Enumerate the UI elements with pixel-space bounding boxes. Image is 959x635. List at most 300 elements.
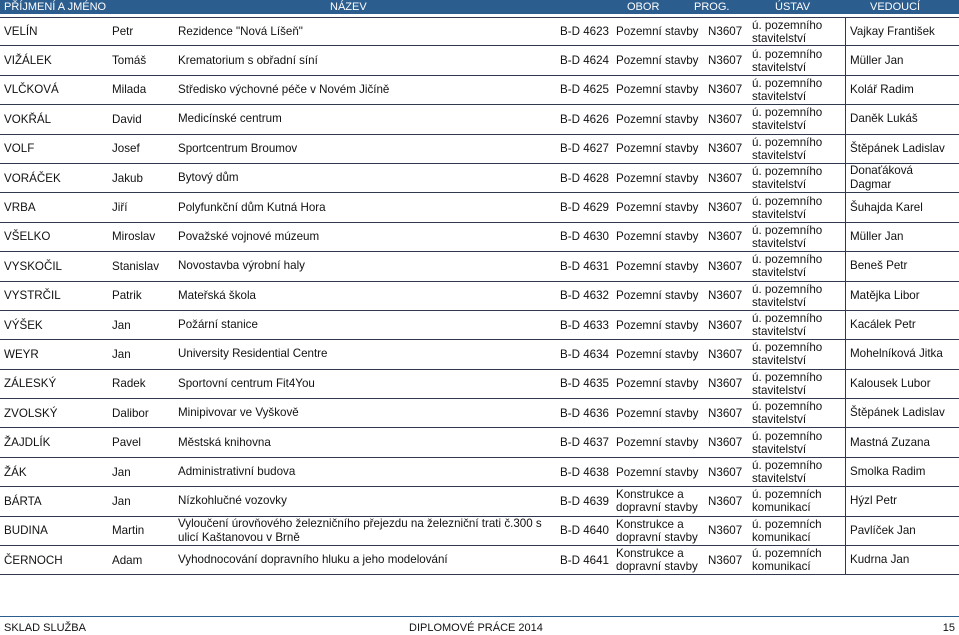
field-cell-text: Pozemní stavby bbox=[616, 377, 699, 391]
department-cell-text: ú. pozemního stavitelství bbox=[752, 223, 823, 250]
first-name-cell-text: Patrik bbox=[112, 289, 142, 303]
field-cell-text: Pozemní stavby bbox=[616, 83, 699, 97]
program-cell-text: N3607 bbox=[708, 171, 743, 185]
supervisor-cell-text: Štěpánek Ladislav bbox=[850, 406, 945, 420]
last-name-cell-text: ZVOLSKÝ bbox=[4, 406, 58, 420]
field-cell bbox=[616, 340, 706, 368]
thesis-title-cell-text: Mateřská škola bbox=[178, 288, 256, 302]
first-name-cell bbox=[112, 105, 174, 133]
first-name-cell bbox=[112, 428, 174, 456]
field-cell bbox=[616, 282, 706, 310]
department-cell bbox=[752, 46, 842, 74]
first-name-cell bbox=[112, 546, 174, 574]
last-name-cell bbox=[4, 164, 108, 192]
department-cell-text: ú. pozemního stavitelství bbox=[752, 106, 823, 133]
thesis-title-cell bbox=[178, 311, 556, 339]
last-name-cell-text: VRBA bbox=[4, 201, 36, 215]
first-name-cell-text: Jiří bbox=[112, 201, 128, 215]
program-cell bbox=[708, 252, 748, 280]
last-name-cell bbox=[4, 18, 108, 45]
page-footer bbox=[0, 622, 959, 635]
field-cell-text: Pozemní stavby bbox=[616, 347, 699, 361]
department-cell-text: ú. pozemního stavitelství bbox=[752, 341, 823, 368]
last-name-cell bbox=[4, 223, 108, 251]
first-name-cell-text: Jakub bbox=[112, 171, 143, 185]
col-prog-header: PROG. bbox=[694, 1, 730, 13]
thesis-code-cell bbox=[560, 311, 614, 339]
field-cell bbox=[616, 458, 706, 486]
program-cell bbox=[708, 193, 748, 221]
field-cell bbox=[616, 252, 706, 280]
last-name-cell bbox=[4, 135, 108, 163]
thesis-title-cell-text: Rezidence "Nová Líšeň" bbox=[178, 24, 303, 38]
department-cell-text: ú. pozemního stavitelství bbox=[752, 47, 823, 74]
department-cell bbox=[752, 282, 842, 310]
department-cell-text: ú. pozemního stavitelství bbox=[752, 400, 823, 427]
thesis-code-cell bbox=[560, 105, 614, 133]
supervisor-cell-text: Šuhajda Karel bbox=[850, 200, 923, 214]
last-name-cell-text: ZÁLESKÝ bbox=[4, 377, 57, 391]
department-cell-text: ú. pozemních komunikací bbox=[752, 488, 822, 515]
supervisor-cell bbox=[845, 340, 957, 368]
field-cell-text: Pozemní stavby bbox=[616, 259, 699, 273]
last-name-cell-text: VIŽÁLEK bbox=[4, 54, 52, 68]
thesis-title-cell-text: Požární stanice bbox=[178, 318, 258, 332]
thesis-code-cell bbox=[560, 223, 614, 251]
supervisor-cell bbox=[845, 252, 957, 280]
table-row bbox=[0, 135, 959, 164]
thesis-title-cell bbox=[178, 105, 556, 133]
department-cell-text: ú. pozemního stavitelství bbox=[752, 76, 823, 103]
supervisor-cell-text: Vajkay František bbox=[850, 24, 935, 38]
thesis-title-cell bbox=[178, 193, 556, 221]
program-cell-text: N3607 bbox=[708, 83, 743, 97]
last-name-cell bbox=[4, 487, 108, 515]
first-name-cell bbox=[112, 252, 174, 280]
field-cell bbox=[616, 546, 706, 574]
supervisor-cell bbox=[845, 487, 957, 515]
thesis-title-cell-text: Bytový dům bbox=[178, 171, 239, 185]
program-cell bbox=[708, 164, 748, 192]
supervisor-cell-text: Kacálek Petr bbox=[850, 318, 916, 332]
department-cell-text: ú. pozemních komunikací bbox=[752, 517, 822, 544]
first-name-cell-text: Jan bbox=[112, 318, 131, 332]
supervisor-cell bbox=[845, 18, 957, 45]
field-cell-text: Pozemní stavby bbox=[616, 465, 699, 479]
department-cell bbox=[752, 223, 842, 251]
program-cell-text: N3607 bbox=[708, 142, 743, 156]
first-name-cell bbox=[112, 164, 174, 192]
thesis-code-cell-text: B-D 4626 bbox=[560, 112, 609, 126]
field-cell-text: Pozemní stavby bbox=[616, 54, 699, 68]
program-cell-text: N3607 bbox=[708, 553, 743, 567]
field-cell bbox=[616, 311, 706, 339]
thesis-code-cell bbox=[560, 399, 614, 427]
table-row bbox=[0, 428, 959, 457]
footer-left: SKLAD SLUŽBA bbox=[4, 622, 86, 634]
last-name-cell bbox=[4, 399, 108, 427]
last-name-cell-text: VŠELKO bbox=[4, 230, 51, 244]
supervisor-cell bbox=[845, 76, 957, 104]
thesis-title-cell-text: Administrativní budova bbox=[178, 465, 296, 479]
thesis-code-cell-text: B-D 4634 bbox=[560, 347, 609, 361]
program-cell-text: N3607 bbox=[708, 25, 743, 39]
department-cell bbox=[752, 428, 842, 456]
department-cell-text: ú. pozemního stavitelství bbox=[752, 370, 823, 397]
department-cell-text: ú. pozemního stavitelství bbox=[752, 459, 823, 486]
table-row bbox=[0, 399, 959, 428]
thesis-code-cell-text: B-D 4639 bbox=[560, 494, 609, 508]
program-cell-text: N3607 bbox=[708, 230, 743, 244]
program-cell-text: N3607 bbox=[708, 347, 743, 361]
program-cell-text: N3607 bbox=[708, 112, 743, 126]
department-cell bbox=[752, 105, 842, 133]
department-cell-text: ú. pozemního stavitelství bbox=[752, 194, 823, 221]
first-name-cell-text: Martin bbox=[112, 524, 145, 538]
first-name-cell bbox=[112, 18, 174, 45]
thesis-title-cell bbox=[178, 223, 556, 251]
last-name-cell-text: BUDINA bbox=[4, 524, 48, 538]
thesis-title-cell bbox=[178, 517, 556, 545]
thesis-code-cell-text: B-D 4630 bbox=[560, 230, 609, 244]
last-name-cell-text: ŽÁK bbox=[4, 465, 27, 479]
supervisor-cell bbox=[845, 428, 957, 456]
thesis-title-cell-text: Krematorium s obřadní síní bbox=[178, 53, 318, 67]
thesis-title-cell bbox=[178, 282, 556, 310]
thesis-code-cell-text: B-D 4631 bbox=[560, 259, 609, 273]
last-name-cell bbox=[4, 370, 108, 398]
supervisor-cell-text: Mohelníková Jitka bbox=[850, 347, 943, 361]
supervisor-cell-text: Müller Jan bbox=[850, 229, 904, 243]
program-cell bbox=[708, 311, 748, 339]
thesis-title-cell bbox=[178, 428, 556, 456]
department-cell-text: ú. pozemního stavitelství bbox=[752, 135, 823, 162]
thesis-title-cell bbox=[178, 370, 556, 398]
program-cell-text: N3607 bbox=[708, 494, 743, 508]
last-name-cell-text: ŽAJDLÍK bbox=[4, 436, 51, 450]
first-name-cell-text: Tomáš bbox=[112, 54, 147, 68]
last-name-cell-text: WEYR bbox=[4, 347, 39, 361]
program-cell bbox=[708, 370, 748, 398]
thesis-code-cell bbox=[560, 340, 614, 368]
field-cell-text: Pozemní stavby bbox=[616, 112, 699, 126]
thesis-title-cell bbox=[178, 546, 556, 574]
table-row bbox=[0, 105, 959, 134]
supervisor-cell-text: Matějka Libor bbox=[850, 288, 920, 302]
field-cell-text: Pozemní stavby bbox=[616, 230, 699, 244]
first-name-cell-text: Jan bbox=[112, 465, 131, 479]
department-cell bbox=[752, 458, 842, 486]
table-row bbox=[0, 340, 959, 369]
field-cell-text: Pozemní stavby bbox=[616, 25, 699, 39]
supervisor-cell-text: Mastná Zuzana bbox=[850, 435, 930, 449]
supervisor-cell bbox=[845, 517, 957, 545]
first-name-cell-text: Stanislav bbox=[112, 259, 160, 273]
col-name-header: PŘÍJMENÍ A JMÉNO bbox=[4, 1, 107, 13]
table-header bbox=[0, 0, 959, 14]
first-name-cell-text: Josef bbox=[112, 142, 140, 156]
last-name-cell-text: VOLF bbox=[4, 142, 35, 156]
supervisor-cell bbox=[845, 193, 957, 221]
supervisor-cell-text: Štěpánek Ladislav bbox=[850, 141, 945, 155]
table-row bbox=[0, 282, 959, 311]
first-name-cell bbox=[112, 340, 174, 368]
last-name-cell bbox=[4, 546, 108, 574]
field-cell bbox=[616, 18, 706, 45]
thesis-title-cell-text: Nízkohlučné vozovky bbox=[178, 494, 287, 508]
first-name-cell bbox=[112, 370, 174, 398]
department-cell-text: ú. pozemního stavitelství bbox=[752, 429, 823, 456]
thesis-title-cell-text: Sportcentrum Broumov bbox=[178, 141, 298, 155]
thesis-title-cell bbox=[178, 458, 556, 486]
last-name-cell-text: VYSTRČIL bbox=[4, 289, 61, 303]
first-name-cell-text: Pavel bbox=[112, 436, 142, 450]
field-cell-text: Konstrukce a dopravní stavby bbox=[616, 547, 698, 574]
field-cell bbox=[616, 428, 706, 456]
field-cell bbox=[616, 105, 706, 133]
field-cell-text: Pozemní stavby bbox=[616, 318, 699, 332]
thesis-table bbox=[0, 17, 959, 575]
thesis-title-cell bbox=[178, 18, 556, 45]
department-cell-text: ú. pozemního stavitelství bbox=[752, 18, 823, 45]
field-cell bbox=[616, 76, 706, 104]
first-name-cell bbox=[112, 311, 174, 339]
thesis-code-cell bbox=[560, 193, 614, 221]
program-cell bbox=[708, 458, 748, 486]
department-cell-text: ú. pozemního stavitelství bbox=[752, 282, 823, 309]
thesis-code-cell bbox=[560, 135, 614, 163]
field-cell bbox=[616, 399, 706, 427]
supervisor-cell-text: Smolka Radim bbox=[850, 465, 926, 479]
field-cell bbox=[616, 517, 706, 545]
program-cell-text: N3607 bbox=[708, 54, 743, 68]
last-name-cell bbox=[4, 252, 108, 280]
supervisor-cell bbox=[845, 282, 957, 310]
program-cell-text: N3607 bbox=[708, 289, 743, 303]
field-cell-text: Pozemní stavby bbox=[616, 142, 699, 156]
supervisor-cell bbox=[845, 135, 957, 163]
last-name-cell bbox=[4, 340, 108, 368]
last-name-cell-text: VÝŠEK bbox=[4, 318, 43, 332]
program-cell-text: N3607 bbox=[708, 436, 743, 450]
field-cell bbox=[616, 164, 706, 192]
table-row bbox=[0, 458, 959, 487]
program-cell bbox=[708, 399, 748, 427]
supervisor-cell-text: Pavlíček Jan bbox=[850, 523, 916, 537]
last-name-cell bbox=[4, 458, 108, 486]
program-cell bbox=[708, 517, 748, 545]
thesis-code-cell bbox=[560, 428, 614, 456]
last-name-cell bbox=[4, 46, 108, 74]
thesis-code-cell-text: B-D 4640 bbox=[560, 524, 609, 538]
program-cell-text: N3607 bbox=[708, 406, 743, 420]
thesis-code-cell-text: B-D 4632 bbox=[560, 289, 609, 303]
thesis-code-cell bbox=[560, 458, 614, 486]
last-name-cell bbox=[4, 311, 108, 339]
program-cell-text: N3607 bbox=[708, 259, 743, 273]
program-cell bbox=[708, 487, 748, 515]
field-cell bbox=[616, 46, 706, 74]
supervisor-cell bbox=[845, 164, 957, 192]
thesis-code-cell bbox=[560, 370, 614, 398]
program-cell bbox=[708, 546, 748, 574]
thesis-code-cell-text: B-D 4629 bbox=[560, 201, 609, 215]
department-cell bbox=[752, 164, 842, 192]
thesis-title-cell-text: Vyhodnocování dopravního hluku a jeho modelování bbox=[178, 553, 448, 567]
last-name-cell-text: VELÍN bbox=[4, 25, 38, 39]
field-cell-text: Pozemní stavby bbox=[616, 289, 699, 303]
supervisor-cell-text: Kalousek Lubor bbox=[850, 376, 931, 390]
field-cell-text: Konstrukce a dopravní stavby bbox=[616, 488, 698, 515]
department-cell bbox=[752, 546, 842, 574]
thesis-title-cell-text: Novostavba výrobní haly bbox=[178, 259, 305, 273]
supervisor-cell bbox=[845, 46, 957, 74]
thesis-title-cell bbox=[178, 135, 556, 163]
program-cell bbox=[708, 18, 748, 45]
thesis-code-cell-text: B-D 4625 bbox=[560, 83, 609, 97]
thesis-code-cell-text: B-D 4627 bbox=[560, 142, 609, 156]
field-cell bbox=[616, 193, 706, 221]
thesis-code-cell-text: B-D 4638 bbox=[560, 465, 609, 479]
thesis-code-cell bbox=[560, 76, 614, 104]
supervisor-cell bbox=[845, 370, 957, 398]
department-cell bbox=[752, 252, 842, 280]
supervisor-cell-text: Müller Jan bbox=[850, 53, 904, 67]
thesis-title-cell-text: Sportovní centrum Fit4You bbox=[178, 376, 315, 390]
table-row bbox=[0, 487, 959, 516]
table-row bbox=[0, 76, 959, 105]
table-row bbox=[0, 164, 959, 193]
last-name-cell bbox=[4, 193, 108, 221]
field-cell-text: Pozemní stavby bbox=[616, 436, 699, 450]
program-cell bbox=[708, 223, 748, 251]
thesis-title-cell bbox=[178, 399, 556, 427]
footer-center: DIPLOMOVÉ PRÁCE 2014 bbox=[409, 622, 543, 634]
table-row bbox=[0, 223, 959, 252]
supervisor-cell-text: Hýzl Petr bbox=[850, 494, 898, 508]
first-name-cell-text: Petr bbox=[112, 25, 134, 39]
program-cell-text: N3607 bbox=[708, 318, 743, 332]
thesis-code-cell bbox=[560, 487, 614, 515]
field-cell bbox=[616, 487, 706, 515]
table-row bbox=[0, 252, 959, 281]
thesis-code-cell-text: B-D 4624 bbox=[560, 54, 609, 68]
supervisor-cell-text: Donaťáková Dagmar bbox=[850, 164, 914, 192]
thesis-title-cell-text: Městská knihovna bbox=[178, 435, 271, 449]
department-cell-text: ú. pozemního stavitelství bbox=[752, 253, 823, 280]
field-cell-text: Pozemní stavby bbox=[616, 201, 699, 215]
footer-divider bbox=[0, 616, 959, 617]
thesis-title-cell bbox=[178, 340, 556, 368]
supervisor-cell bbox=[845, 105, 957, 133]
col-dept-header: ÚSTAV bbox=[775, 1, 811, 13]
thesis-code-cell bbox=[560, 252, 614, 280]
thesis-code-cell-text: B-D 4623 bbox=[560, 25, 609, 39]
thesis-title-cell bbox=[178, 487, 556, 515]
table-row bbox=[0, 193, 959, 222]
thesis-title-cell-text: Polyfunkční dům Kutná Hora bbox=[178, 200, 326, 214]
department-cell bbox=[752, 370, 842, 398]
thesis-code-cell-text: B-D 4641 bbox=[560, 553, 609, 567]
last-name-cell-text: BÁRTA bbox=[4, 494, 42, 508]
page-number: 15 bbox=[942, 622, 955, 634]
last-name-cell-text: VYSKOČIL bbox=[4, 259, 62, 273]
program-cell bbox=[708, 282, 748, 310]
first-name-cell bbox=[112, 223, 174, 251]
first-name-cell-text: Miroslav bbox=[112, 230, 156, 244]
program-cell bbox=[708, 46, 748, 74]
col-title-header: NÁZEV bbox=[330, 1, 367, 13]
last-name-cell bbox=[4, 428, 108, 456]
program-cell bbox=[708, 76, 748, 104]
first-name-cell-text: Jan bbox=[112, 494, 131, 508]
department-cell bbox=[752, 18, 842, 45]
department-cell bbox=[752, 135, 842, 163]
first-name-cell-text: David bbox=[112, 112, 142, 126]
thesis-title-cell-text: Považské vojnové múzeum bbox=[178, 229, 320, 243]
department-cell bbox=[752, 517, 842, 545]
thesis-title-cell-text: University Residential Centre bbox=[178, 347, 328, 361]
first-name-cell-text: Adam bbox=[112, 553, 143, 567]
field-cell bbox=[616, 135, 706, 163]
thesis-code-cell bbox=[560, 46, 614, 74]
first-name-cell bbox=[112, 487, 174, 515]
program-cell bbox=[708, 105, 748, 133]
program-cell bbox=[708, 340, 748, 368]
supervisor-cell bbox=[845, 311, 957, 339]
first-name-cell-text: Dalibor bbox=[112, 406, 149, 420]
last-name-cell bbox=[4, 105, 108, 133]
thesis-code-cell bbox=[560, 18, 614, 45]
supervisor-cell bbox=[845, 223, 957, 251]
thesis-title-cell-text: Medicínské centrum bbox=[178, 112, 282, 126]
supervisor-cell-text: Kolář Radim bbox=[850, 82, 914, 96]
col-sup-header: VEDOUCÍ bbox=[870, 1, 921, 13]
first-name-cell bbox=[112, 135, 174, 163]
first-name-cell bbox=[112, 193, 174, 221]
department-cell bbox=[752, 399, 842, 427]
thesis-code-cell-text: B-D 4635 bbox=[560, 377, 609, 391]
last-name-cell bbox=[4, 517, 108, 545]
thesis-title-cell-text: Vyloučení úrovňového železničního přejezdu na železniční trati č.300 s ulicí Kaštanovou v Brně bbox=[178, 516, 542, 544]
thesis-code-cell bbox=[560, 546, 614, 574]
program-cell-text: N3607 bbox=[708, 524, 743, 538]
col-field-header: OBOR bbox=[627, 1, 660, 13]
thesis-code-cell-text: B-D 4628 bbox=[560, 171, 609, 185]
thesis-code-cell bbox=[560, 164, 614, 192]
program-cell-text: N3607 bbox=[708, 465, 743, 479]
first-name-cell bbox=[112, 517, 174, 545]
department-cell-text: ú. pozemního stavitelství bbox=[752, 312, 823, 339]
thesis-title-cell bbox=[178, 76, 556, 104]
department-cell bbox=[752, 311, 842, 339]
supervisor-cell bbox=[845, 458, 957, 486]
program-cell bbox=[708, 428, 748, 456]
thesis-code-cell bbox=[560, 282, 614, 310]
last-name-cell bbox=[4, 76, 108, 104]
field-cell-text: Pozemní stavby bbox=[616, 171, 699, 185]
table-row bbox=[0, 517, 959, 546]
table-row bbox=[0, 370, 959, 399]
program-cell-text: N3607 bbox=[708, 377, 743, 391]
first-name-cell bbox=[112, 282, 174, 310]
last-name-cell-text: VORÁČEK bbox=[4, 171, 61, 185]
field-cell-text: Konstrukce a dopravní stavby bbox=[616, 517, 698, 544]
first-name-cell-text: Radek bbox=[112, 377, 146, 391]
field-cell-text: Pozemní stavby bbox=[616, 406, 699, 420]
department-cell-text: ú. pozemních komunikací bbox=[752, 547, 822, 574]
supervisor-cell-text: Kudrna Jan bbox=[850, 553, 910, 567]
